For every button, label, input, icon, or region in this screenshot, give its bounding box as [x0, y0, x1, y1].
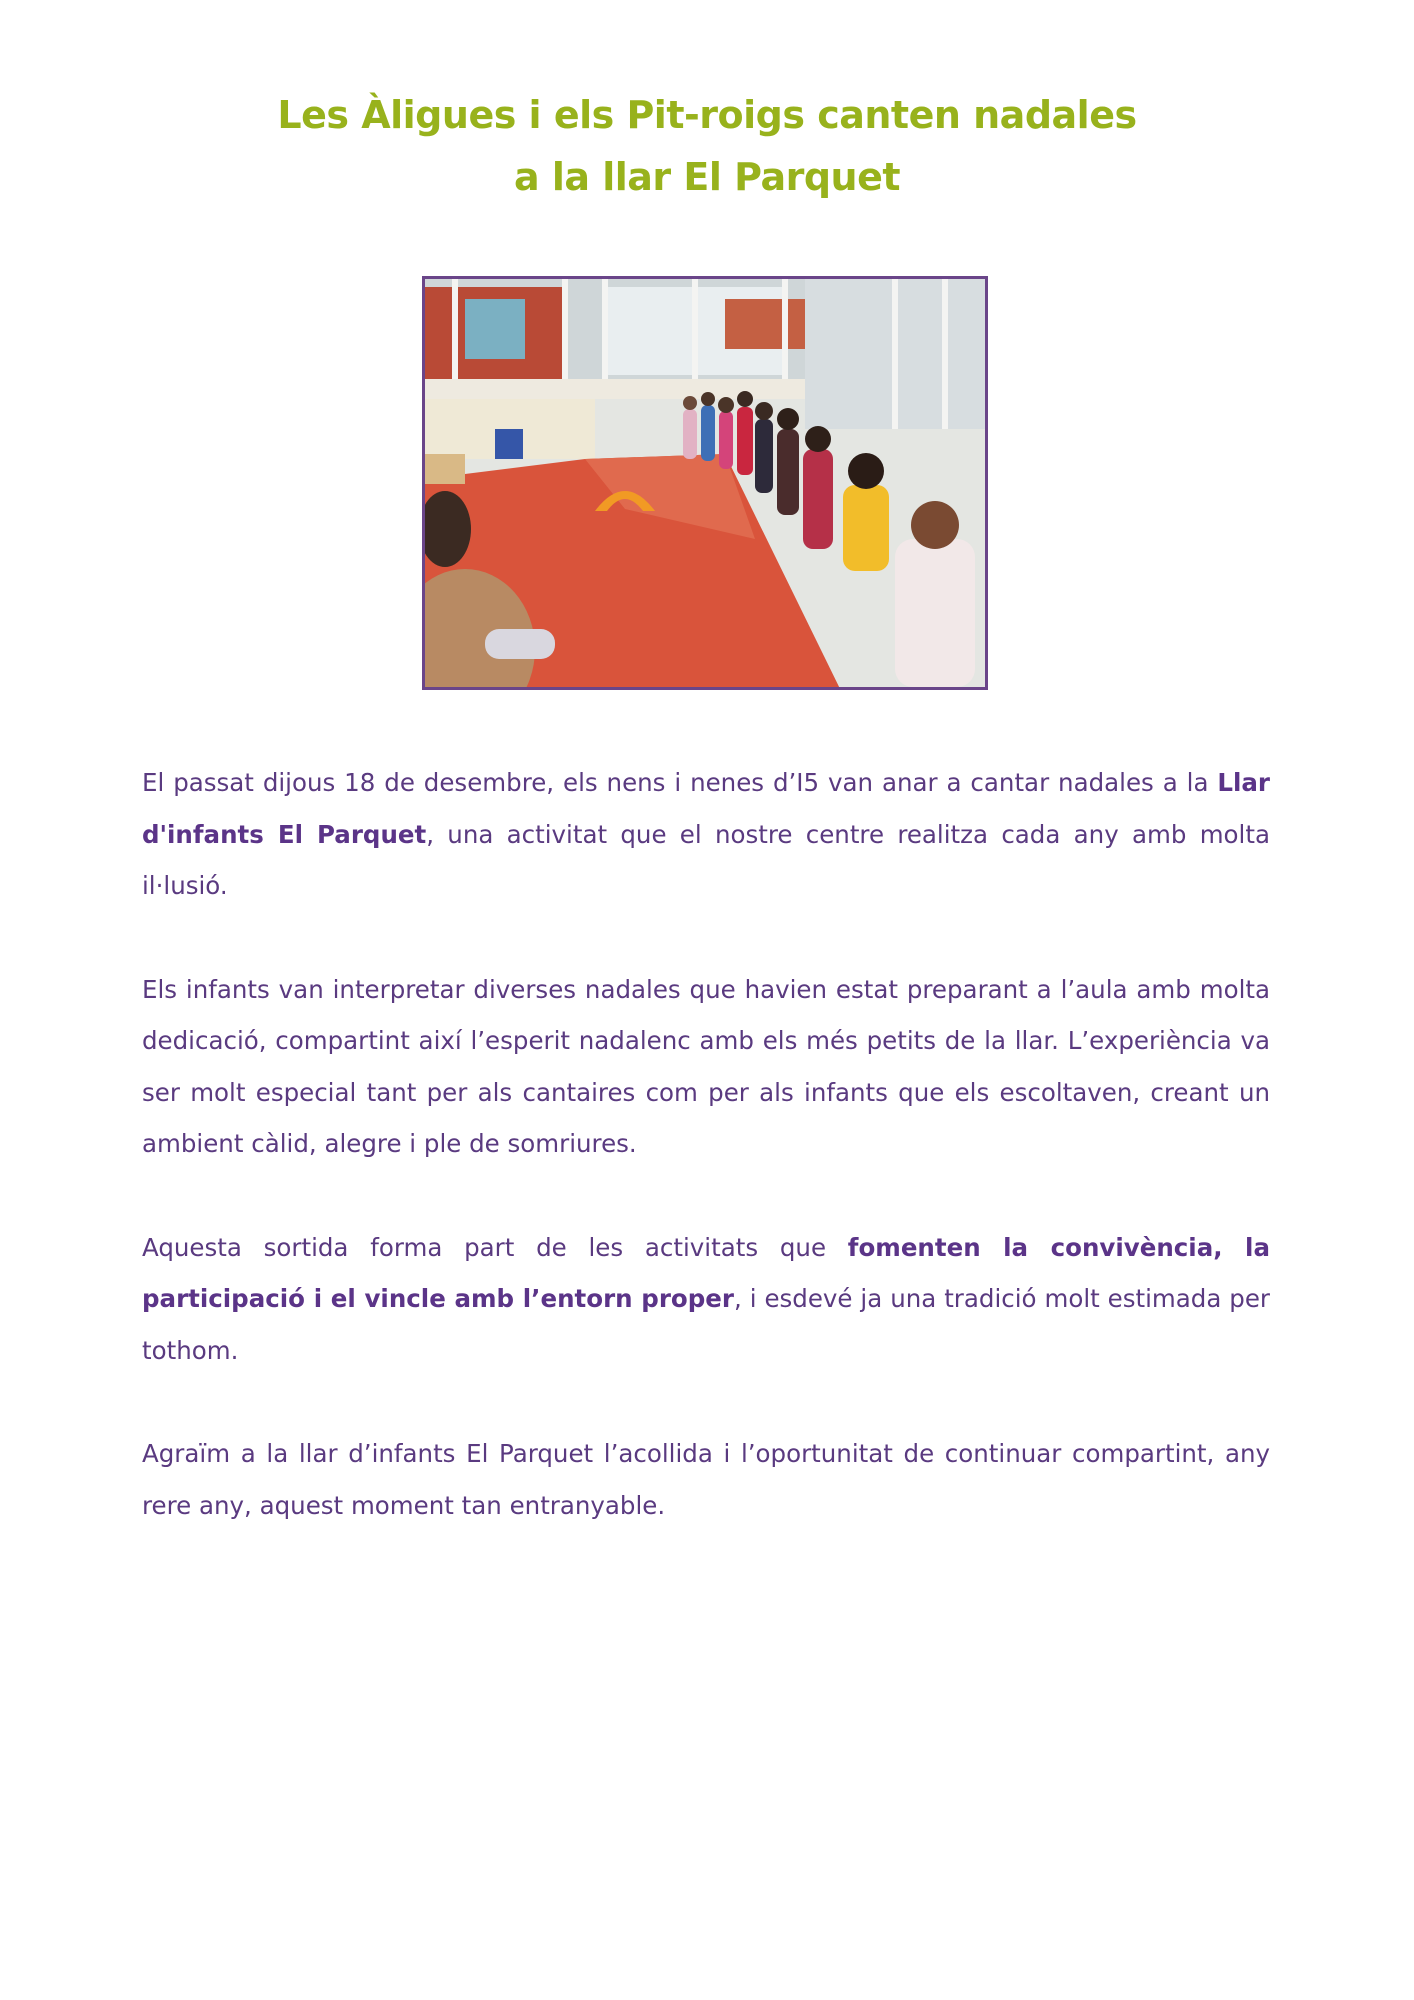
paragraph-1 [142, 757, 1270, 912]
paragraph-3 [142, 1222, 1270, 1377]
page-title-line-1: Les Àligues i els Pit-roigs canten nadales [277, 93, 1137, 137]
paragraph-3-text-end: , i esdevé ja una tradició molt estimada per tothom. [142, 1284, 1270, 1365]
paragraph-4: Agraïm a la llar d’infants El Parquet l’acollida i l’oportunitat de continuar compartint, any rere any, aquest moment tan entranyable. [142, 1439, 1270, 1520]
paragraph-2: Els infants van interpretar diverses nadales que havien estat preparant a l’aula amb molta dedicació, compartint així l’esperit nadalenc amb els més petits de la llar. L’experiència va ser molt especial tant per als cantaires com per als infants que els escoltaven, creant un ambient càlid, alegre i ple de somriures. [142, 974, 1270, 1158]
paragraph-1-bold-text: Llar d'infants El Parquet [142, 768, 1270, 849]
paragraph-3-text-start: Aquesta sortida forma part de les activitats que [142, 1232, 848, 1262]
article-body [142, 757, 1270, 1583]
article-photo [422, 276, 988, 690]
page-title [0, 84, 1414, 208]
paragraph-3-bold-text: fomenten la convivència, la participació i el vincle amb l’entorn proper [142, 1232, 1270, 1313]
page-title-line-2: a la llar El Parquet [513, 155, 901, 199]
photo-children-singing [425, 279, 985, 687]
paragraph-1-text-end: , una activitat que el nostre centre realitza cada any amb molta il·lusió. [142, 819, 1270, 900]
paragraph-1-text-start: El passat dijous 18 de desembre, els nens i nenes d’I5 van anar a cantar nadales a la [142, 768, 1218, 797]
